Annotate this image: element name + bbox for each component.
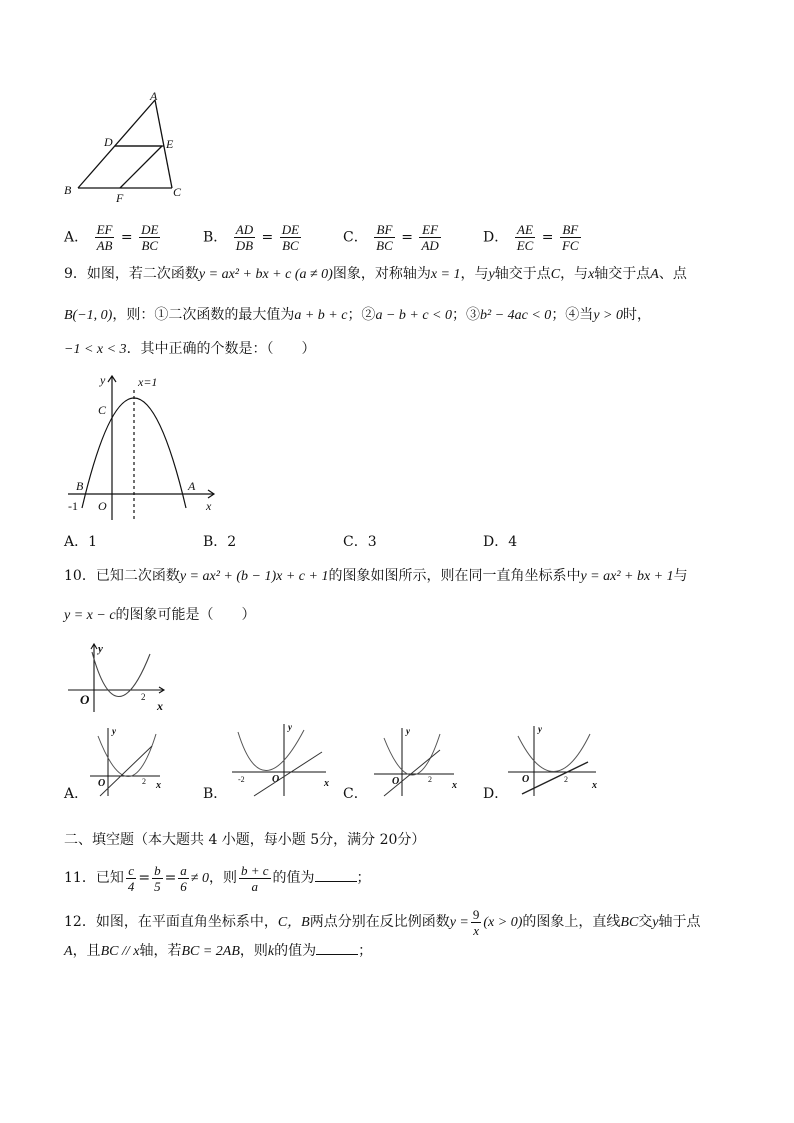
q10-b-label-m2: -2	[238, 775, 245, 784]
q8-option-c-d2: AD	[421, 238, 439, 253]
q10-option-d-graph[interactable]	[506, 722, 600, 798]
q10-d-line	[522, 762, 588, 794]
q12-point-a: A	[64, 944, 73, 959]
q10-option-b-graph[interactable]	[228, 720, 334, 800]
q11-f3-den: 6	[180, 878, 187, 894]
q10-a-label-y: y	[112, 726, 116, 736]
q9-label-c: C	[98, 403, 107, 417]
q10-b-label-o: O	[272, 774, 280, 785]
q8-option-c-frac1	[374, 222, 395, 253]
q11-f2-den: 5	[154, 878, 161, 894]
q11-text: ；	[356, 870, 371, 886]
q8-triangle-figure	[60, 88, 190, 206]
q8-option-b-n2: DE	[281, 222, 300, 237]
q8-option-b-frac2	[280, 222, 301, 253]
q9-text: ，与	[460, 266, 489, 282]
q12-text: 两点分别在反比例函数	[309, 914, 450, 930]
q12-k: k	[267, 944, 275, 959]
q10-c-label-y: y	[406, 726, 410, 736]
q8-option-c-frac2	[419, 222, 440, 253]
q11-f4-num: b + c	[240, 862, 269, 878]
q8-segment-fe	[120, 146, 162, 188]
q10-option-c-graph[interactable]	[370, 724, 462, 800]
q8-option-b-label: B．	[203, 229, 228, 246]
q10-d-label-2: 2	[564, 775, 568, 784]
q9-label-x: x	[206, 499, 212, 513]
q10-a-label-x: x	[156, 780, 161, 791]
q9-point-a: A	[650, 267, 659, 282]
q9-label-y: y	[100, 373, 106, 387]
q11-frac-b5	[152, 863, 163, 894]
q9-option-d[interactable]: D．4	[483, 534, 518, 550]
q12-text: ，且	[72, 943, 101, 959]
q11-text: 11．已知	[64, 870, 124, 886]
q12-eq: BC = 2AB	[181, 944, 240, 959]
q8-option-c-label: C．	[343, 229, 368, 246]
q12-points: C，B	[277, 915, 310, 930]
q10-text: 10．已知二次函数	[64, 568, 180, 584]
q12-cond: (x > 0)	[483, 915, 523, 930]
q12-fn: y =	[449, 915, 469, 930]
q8-option-a-n1: EF	[96, 222, 113, 237]
q12-line-1	[64, 904, 701, 941]
q9-label-o: O	[98, 499, 107, 513]
q8-option-d-label: D．	[483, 229, 509, 246]
q12-text: 的图象上，直线	[522, 914, 621, 930]
q10-quadratic: y = ax² + (b − 1)x + c + 1	[179, 569, 329, 584]
q8-option-d-n1: AE	[515, 222, 536, 238]
q11-text: ，则	[208, 870, 237, 886]
q11-frac-target	[239, 863, 271, 894]
q10-option-b-label[interactable]: B．	[203, 786, 228, 802]
q10-d-label-x: x	[592, 780, 597, 791]
q8-option-c-d1: BC	[376, 238, 393, 253]
q11-f3-num: a	[180, 862, 187, 878]
q12-text: 12．如图，在平面直角坐标系中，	[64, 914, 278, 930]
q9-point-c: C	[550, 267, 561, 282]
q8-option-b-n1: AD	[235, 222, 254, 237]
q8-option-b-frac1	[234, 222, 255, 253]
q8-option-b-d2: BC	[282, 238, 299, 253]
q10-quadratic-2: y = ax² + bx + 1	[580, 569, 674, 584]
q9-y: y	[488, 267, 495, 282]
q8-option-d-d1: EC	[516, 238, 534, 253]
q8-option-b-d1: DB	[235, 238, 254, 253]
q9-expr1: a + b + c	[294, 308, 348, 323]
q9-quadratic: y = ax² + bx + c (a ≠ 0)	[198, 267, 333, 282]
q8-option-a[interactable]	[64, 222, 162, 253]
q9-option-c[interactable]: C．3	[343, 534, 377, 550]
q10-linear: y = x − c	[64, 608, 116, 623]
q9-label-minus1: -1	[68, 499, 78, 513]
q9-expr3: b² − 4ac < 0	[480, 308, 552, 323]
q10-ref-label-x: x	[157, 699, 163, 713]
q11-f2-num: b	[154, 862, 161, 878]
q8-label-c: C	[173, 185, 182, 199]
q10-d-label-o: O	[522, 774, 530, 785]
q9-text: 9．如图，若二次函数	[64, 266, 199, 282]
q8-option-d-n2: BF	[560, 222, 581, 238]
q11-neq: ≠ 0	[190, 871, 209, 886]
q10-ref-label-2: 2	[141, 692, 146, 702]
q9-text: 轴交于点	[494, 266, 551, 282]
q10-line-1	[64, 566, 688, 587]
q12-y: y	[652, 915, 659, 930]
q11-answer-blank[interactable]	[315, 867, 357, 882]
q10-b-label-x: x	[324, 778, 329, 789]
q9-text: 图象，对称轴为	[332, 266, 431, 282]
q9-x: x	[588, 267, 595, 282]
q11-line: 11．已知 $\frac{c}{4}$ = $\frac{b}{5}$ = $\frac{a}{6}$ ≠ 0，则 $\frac{b + c}{a}$ 的值为 ；	[64, 862, 371, 894]
q9-text: 时，	[622, 307, 651, 323]
q10-c-label-2: 2	[428, 775, 432, 784]
q8-option-c-n1: BF	[374, 222, 395, 238]
q8-option-c-n2: EF	[419, 222, 440, 238]
q10-b-label-y: y	[288, 722, 292, 732]
q10-d-label-y: y	[538, 724, 542, 734]
q12-text: 的值为	[274, 943, 317, 959]
q9-axis-eq: x = 1	[430, 267, 461, 282]
q8-option-a-label: A．	[64, 229, 89, 246]
q9-text: ；③	[452, 307, 480, 323]
q8-option-a-frac1	[95, 222, 115, 253]
q10-b-parabola	[238, 730, 304, 771]
q10-option-c-label[interactable]: C．	[343, 786, 368, 802]
q10-b-line	[254, 752, 322, 796]
q9-line-3	[64, 339, 316, 360]
q8-option-c[interactable]	[343, 222, 443, 253]
q9-expr2: a − b + c < 0	[375, 308, 452, 323]
q10-a-label-o: O	[98, 778, 106, 789]
q10-text: 的图象如图所示，则在同一直角坐标系中	[328, 568, 581, 584]
q9-option-b[interactable]: B．2	[203, 534, 237, 550]
q9-text: ；④当	[551, 307, 594, 323]
q11-frac-c4	[126, 863, 137, 894]
q11-f1-den: 4	[127, 878, 135, 894]
q12-text: 轴，若	[139, 943, 182, 959]
q10-c-parabola	[384, 734, 440, 775]
q8-label-f: F	[116, 191, 124, 205]
q8-option-d-frac2	[560, 222, 581, 253]
q10-reference-graph	[64, 640, 174, 716]
q12-answer-blank[interactable]	[316, 940, 358, 955]
q9-text: ，则：①二次函数的最大值为	[112, 307, 295, 323]
q12-frac-den: x	[473, 922, 480, 938]
q9-line-2	[64, 305, 651, 326]
q8-segment-ab	[78, 100, 155, 188]
q10-a-label-2: 2	[142, 777, 146, 786]
q12-text: ，则	[239, 943, 268, 959]
q10-text: 的图象可能是（ ）	[115, 607, 256, 623]
q8-option-b[interactable]	[203, 222, 303, 253]
q11-frac-a6	[178, 863, 189, 894]
q10-option-a-label[interactable]: A．	[64, 786, 89, 802]
q10-ref-label-o: O	[80, 692, 90, 707]
q9-text: 轴交于点	[594, 266, 651, 282]
q9-option-a[interactable]: A．1	[64, 534, 98, 550]
q10-option-d-label[interactable]: D．	[483, 786, 509, 802]
q9-label-b: B	[76, 479, 84, 493]
q10-option-a-graph[interactable]	[86, 724, 168, 800]
q8-option-a-eq: =	[120, 229, 133, 246]
q8-option-c-eq: =	[401, 229, 413, 246]
section-2-title: 二、填空题（本大题共 4 小题，每小题 5分，满分 20分）	[64, 832, 426, 848]
q9-text: ，与	[560, 266, 589, 282]
q11-f1-num: c	[126, 863, 137, 879]
q11-text: 的值为	[272, 870, 315, 886]
q8-option-b-eq: =	[261, 229, 274, 246]
q8-label-d: D	[104, 135, 113, 149]
q12-bc: BC	[620, 915, 639, 930]
q10-c-label-x: x	[452, 780, 457, 791]
q12-text: ；	[358, 943, 373, 959]
q9-parabola-figure	[62, 368, 224, 524]
q10-text: 与	[673, 568, 688, 584]
q8-label-e: E	[166, 137, 174, 151]
q10-line-2	[64, 605, 256, 626]
q9-text: 、点	[658, 266, 687, 282]
q9-label-axis: x=1	[138, 375, 158, 389]
q10-c-label-o: O	[392, 776, 400, 787]
q8-label-b: B	[64, 183, 72, 197]
q8-option-d-eq: =	[541, 229, 554, 246]
q8-option-a-frac2	[139, 222, 160, 253]
q9-line-1	[64, 264, 687, 285]
q8-label-a: A	[150, 89, 158, 103]
q8-option-d-frac1	[515, 222, 536, 253]
q12-text: 交	[638, 914, 653, 930]
q8-option-a-n2: DE	[141, 222, 159, 237]
q12-parallel: BC // x	[100, 944, 140, 959]
q9-range: −1 < x < 3	[64, 342, 127, 357]
q8-option-a-d1: AB	[96, 238, 113, 253]
q8-option-d-d2: FC	[561, 238, 579, 253]
q8-option-d[interactable]	[483, 222, 583, 253]
q9-text: ．其中正确的个数是：（ ）	[126, 341, 316, 357]
q9-point-b: B(−1, 0)	[64, 308, 113, 323]
q12-line-2	[64, 940, 372, 962]
q11-f4-den: a	[251, 878, 258, 894]
q9-expr4: y > 0	[593, 308, 623, 323]
q12-text: 轴于点	[658, 914, 701, 930]
q12-frac-num: 9	[472, 906, 480, 922]
q9-label-a: A	[188, 479, 196, 493]
q10-ref-label-y: y	[98, 643, 103, 655]
q8-option-a-d2: BC	[141, 238, 159, 253]
q12-frac	[471, 907, 482, 938]
q9-text: ；②	[347, 307, 376, 323]
